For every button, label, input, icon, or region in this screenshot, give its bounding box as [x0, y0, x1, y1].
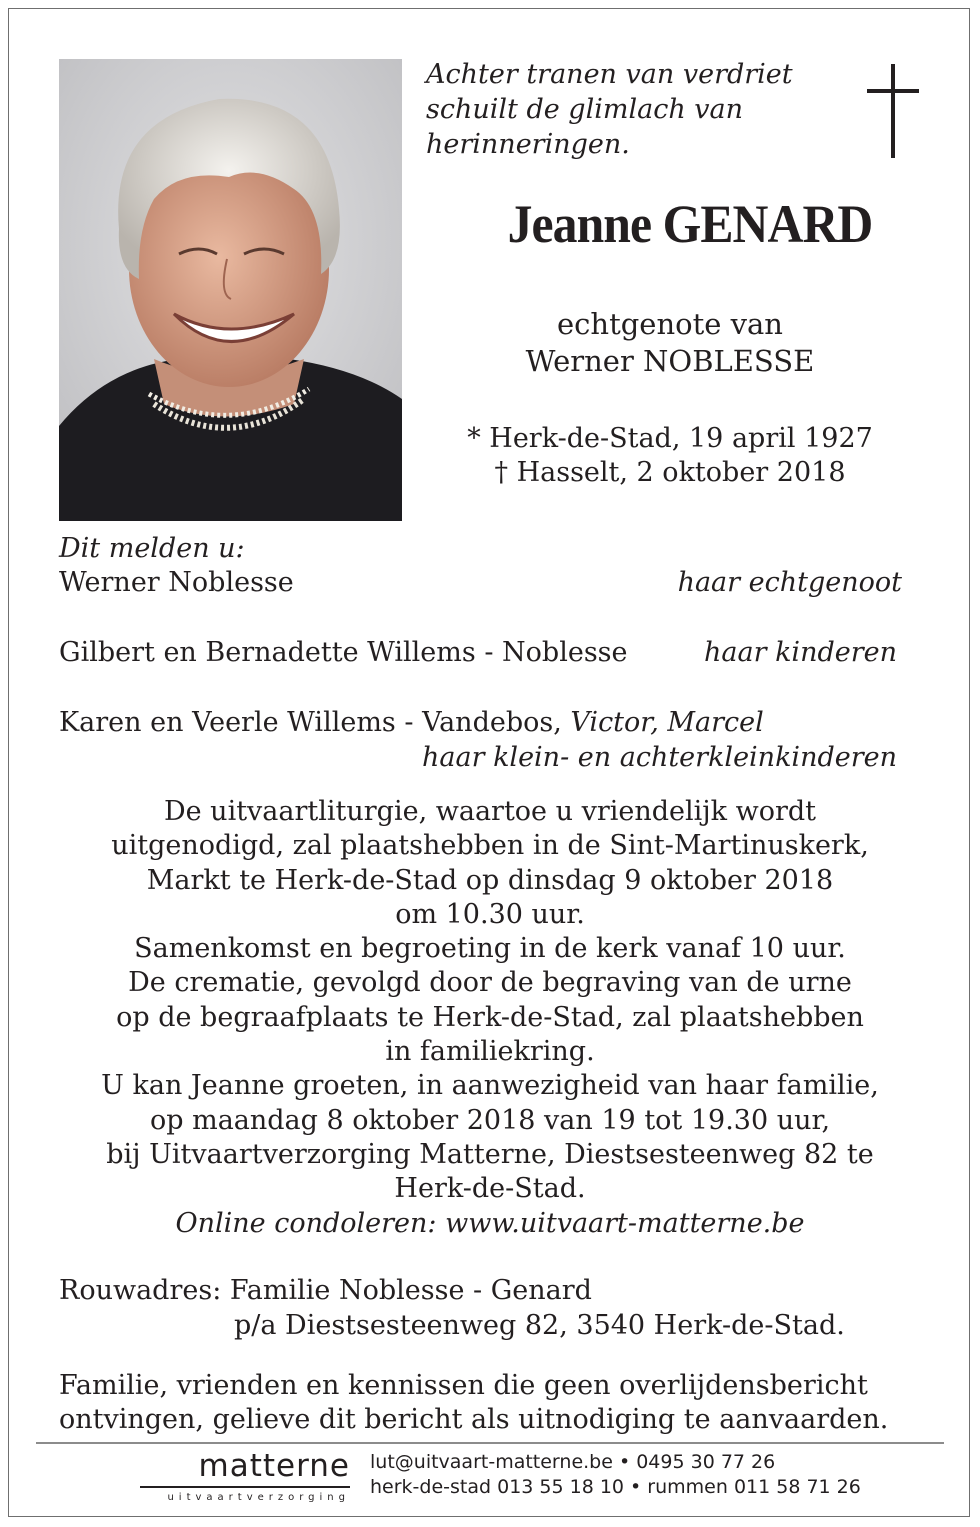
- relative-name-italic: Victor, Marcel: [570, 707, 764, 738]
- ceremony-line: De crematie, gevolgd door de begraving van de urne: [128, 967, 852, 999]
- relative-relation: haar klein- en achterkleinkinderen: [422, 742, 897, 773]
- cross-icon: [865, 62, 921, 160]
- ceremony-line: in familiekring.: [385, 1036, 595, 1068]
- address-line: Rouwadres: Familie Noblesse - Genard: [59, 1275, 592, 1306]
- address-line: p/a Diestsesteenweg 82, 3540 Herk-de-Stad.: [234, 1310, 845, 1341]
- death-date: † Hasselt, 2 oktober 2018: [494, 457, 846, 488]
- ceremony-line: Samenkomst en begroeting in de kerk vanaf 10 uur.: [134, 933, 846, 965]
- contact-line: lut@uitvaart-matterne.be • 0495 30 77 26: [370, 1451, 776, 1473]
- birth-date: * Herk-de-Stad, 19 april 1927: [467, 423, 873, 454]
- relative-relation: haar kinderen: [704, 637, 897, 668]
- ceremony-line: Herk-de-Stad.: [394, 1173, 586, 1205]
- quote-line: schuilt de glimlach van: [426, 94, 744, 125]
- closing-line: Familie, vrienden en kennissen die geen overlijdensbericht: [59, 1370, 868, 1401]
- ceremony-line: Markt te Herk-de-Stad op dinsdag 9 oktober 2018: [146, 864, 834, 896]
- logo-tagline: uitvaartverzorging: [167, 1492, 350, 1503]
- relative-name-line: [59, 705, 764, 740]
- online-condolence-link[interactable]: Online condoleren: www.uitvaart-matterne.be: [175, 1207, 805, 1239]
- spouse-block: [410, 306, 930, 380]
- ceremony-line: op de begraafplaats te Herk-de-Stad, zal plaatshebben: [116, 1001, 864, 1033]
- spouse-name: Werner NOBLESSE: [525, 344, 815, 378]
- announce-intro: Dit melden u:: [59, 533, 245, 564]
- ceremony-line: om 10.30 uur.: [395, 898, 585, 930]
- logo-underline: [140, 1486, 350, 1488]
- spouse-label: echtgenote van: [557, 307, 783, 341]
- contact-line: herk-de-stad 013 55 18 10 • rummen 011 58 71 26: [370, 1476, 861, 1498]
- relative-name: Werner Noblesse: [59, 567, 294, 598]
- relative-name: Karen en Veerle Willems - Vandebos,: [59, 707, 562, 738]
- footer-contact: [370, 1450, 861, 1500]
- dates-block: [410, 422, 930, 490]
- closing-block: [59, 1369, 888, 1437]
- quote-line: herinneringen.: [426, 129, 630, 160]
- closing-line: ontvingen, gelieve dit bericht als uitnodiging te aanvaarden.: [59, 1404, 889, 1435]
- relative-relation: haar echtgenoot: [677, 567, 902, 598]
- ceremony-line: U kan Jeanne groeten, in aanwezigheid van haar familie,: [101, 1070, 879, 1102]
- logo-wordmark: matterne: [198, 1448, 350, 1484]
- portrait-photo: [59, 59, 402, 521]
- matterne-logo: [140, 1448, 350, 1503]
- quote-line: Achter tranen van verdriet: [426, 59, 793, 90]
- ceremony-block: [36, 795, 944, 1241]
- ceremony-line: op maandag 8 oktober 2018 van 19 tot 19.30 uur,: [149, 1104, 831, 1136]
- footer-divider: [36, 1442, 944, 1444]
- ceremony-line: bij Uitvaartverzorging Matterne, Diestsesteenweg 82 te: [106, 1138, 874, 1170]
- quote-block: [426, 57, 793, 162]
- ceremony-line: uitgenodigd, zal plaatshebben in de Sint-Martinuskerk,: [111, 830, 869, 862]
- ceremony-line: De uitvaartliturgie, waartoe u vriendelijk wordt: [163, 796, 817, 827]
- relative-name: Gilbert en Bernadette Willems - Noblesse: [59, 637, 628, 668]
- deceased-name: Jeanne GENARD: [507, 194, 873, 254]
